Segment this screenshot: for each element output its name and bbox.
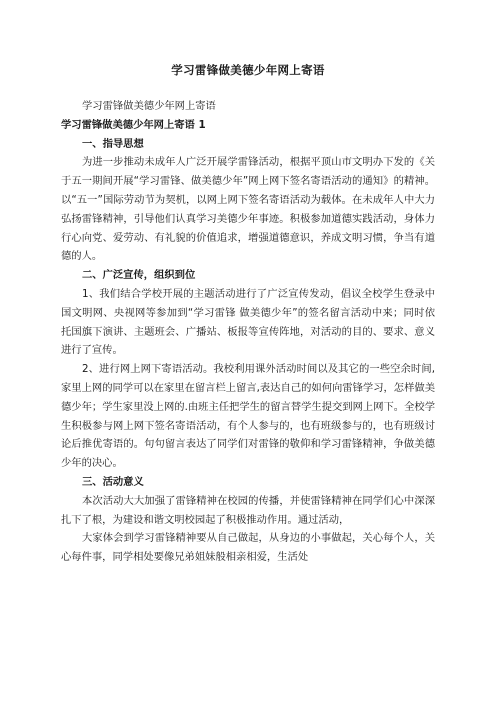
section-heading: 学习雷锋做美德少年网上寄语 1 [61, 118, 206, 131]
paragraph: 2、进行网上网下寄语活动。我校利用课外活动时间以及其它的一些空余时间,家里上网的同学可以在家里在留言栏上留言,表达自己的如何向雷锋学习，怎样做美德少年；学生家里没上网的.由班主任把学生的留言替学生提交到网上网下。全校学生积极参与网上网下签名寄语活动，有个人参与的，也有班级参与的，也有班级讨论后推优寄语的。句句留言表达了同学们对雷锋的敬仰和学习雷锋精神，争做美德少年的决心。 [61, 363, 435, 470]
document-body [61, 97, 435, 567]
paragraph: 学习雷锋做美德少年网上寄语 [82, 100, 216, 112]
document-title: 学习雷锋做美德少年网上寄语 [171, 63, 325, 77]
section-heading: 二、广泛宣传，组织到位 [82, 269, 196, 282]
section-heading: 三、活动意义 [82, 475, 144, 488]
paragraph: 1、我们结合学校开展的主题活动进行了广泛宣传发动，倡议全校学生登录中国文明网、央视网等参加到“学习雷锋 做美德少年”的签名留言活动中来；同时依托国旗下演讲、主题班会、广播站、板报等宣传阵地，对活动的目的、要求、意义进行了宣传。 [61, 287, 435, 357]
paragraph: 大家体会到学习雷锋精神要从自己做起，从身边的小事做起，关心每个人，关心每件事，同学相处要像兄弟姐妹般相亲相爱，生活处 [61, 532, 435, 564]
paragraph: 本次活动大大加强了雷锋精神在校园的传播，并使雷锋精神在同学们心中深深扎下了根，为建设和谐文明校园起了积极推动作用。通过活动， [61, 494, 435, 526]
paragraph: 为进一步推动未成年人广泛开展学雷锋活动，根据平顶山市文明办下发的《关于五一期间开展“学习雷锋、做美德少年”网上网下签名寄语活动的通知》的精神。以“五一”国际劳动节为契机，以网上网下签名寄语活动为载体。在未成年人中大力弘扬雷锋精神，引导他们认真学习美德少年事迹。积极参加道德实践活动，身体力行心向党、爱劳动、有礼貌的价值追求，增强道德意识，养成文明习惯，争当有道德的人。 [61, 156, 435, 263]
section-heading: 一、指导思想 [82, 137, 144, 150]
